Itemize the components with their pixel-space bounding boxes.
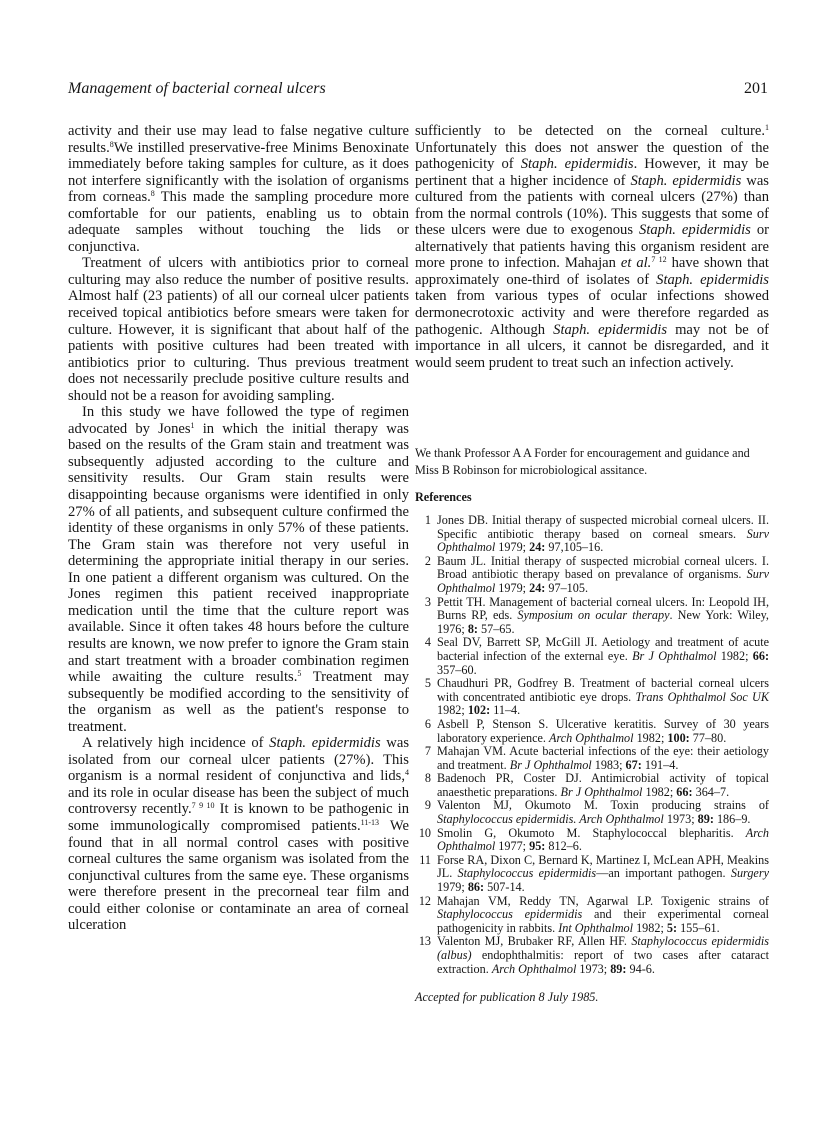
reference-item — [415, 827, 769, 854]
text-run: In this study we have followed the type of regimen advocated by Jones — [68, 404, 409, 437]
text-run: Baum JL. Initial therapy of suspected microbial corneal ulcers. I. Broad antibiotic therapy based on prevalance of organisms. — [437, 553, 769, 582]
italic-run: Arch Ophthalmol — [491, 961, 577, 976]
text-run: 1983; — [591, 757, 626, 772]
italic-run: Staphylococcus epidermidis (albus) — [437, 934, 769, 962]
text-run: Pettit TH. Management of bacterial corneal ulcers. In: Leopold IH, Burns RP, eds. — [437, 594, 769, 623]
text-run: 1982; — [642, 784, 677, 799]
citation-superscript: 5 — [297, 669, 302, 679]
text-run: . New York: Wiley, 1976; — [437, 608, 769, 636]
citation-superscript: 7 9 10 — [191, 801, 215, 811]
italic-run: Staph. epidermidis — [630, 172, 742, 189]
text-run: taken from various types of ocular infections showed dermonecrotoxic activity and were therefore regarded as pathogenic. Although — [415, 288, 769, 338]
text-run: 1973; — [576, 961, 611, 976]
italic-run: Arch Ophthalmol — [437, 825, 769, 854]
reference-number: 3 — [424, 594, 431, 609]
reference-text — [437, 745, 769, 772]
text-run: Chaudhuri PR, Godfrey B. Treatment of bacterial corneal ulcers with concentrated antibiotic eye drops. — [437, 676, 769, 704]
reference-item — [415, 718, 769, 745]
text-run: Mahajan VM, Reddy TN, Agarwal LP. Toxigenic strains of — [437, 893, 769, 908]
reference-number: 7 — [424, 744, 431, 759]
italic-run: Staph. epidermidis — [269, 735, 381, 752]
reference-text — [437, 596, 769, 637]
volume-number: 102: — [467, 703, 491, 718]
reference-text — [437, 895, 769, 936]
text-run: in which the initial therapy was based on the results of the Gram stain and treatment was subsequently adjusted according to the culture and sensitivity results. Our Gram stain results were disappointing because organisms were identified in only 27% of all patients, and subsequent culture confirmed the identity of these organisms in only 57% of these patients. The Gram stain was therefore not very useful in determining the appropriate initial therapy in our series. In one patient a different organism was cultured. On the Jones regimen this patient received inappropriate medication until the time that the culture report was available. Since it often takes 48 hours before the culture results are known, we now prefer to ignore the Gram stain and start treatment with a broader combination regimen while awaiting the culture results. — [68, 420, 409, 686]
text-run: was cultured from the patients with corneal ulcers (27%) than from the normal controls (10%). This suggests that some of these ulcers were due to exogenous — [415, 172, 769, 239]
text-run: Mahajan VM. Acute bacterial infections of the eye: their aetiology and treatment. — [437, 744, 769, 772]
italic-run: Staph. epidermidis — [656, 271, 769, 288]
text-run: have shown that approximately one-third of isolates of — [415, 255, 769, 288]
reference-item — [415, 799, 769, 826]
left-column — [68, 123, 409, 934]
reference-text — [437, 636, 769, 677]
text-run: Forse RA, Dixon C, Bernard K, Martinez I, McLean APH, Meakins JL. — [437, 852, 769, 881]
reference-text — [437, 827, 769, 854]
paragraph — [68, 123, 409, 255]
text-run: 1982; — [633, 920, 667, 935]
reference-number: 12 — [418, 893, 431, 908]
reference-text — [437, 718, 769, 745]
italic-run: Staphylococcus epidermidis. Arch Ophthalmol — [437, 812, 664, 827]
text-run: Valenton MJ, Okumoto M. Toxin producing strains of — [437, 798, 769, 813]
volume-number: 8: — [467, 621, 478, 636]
citation-superscript: 8 — [109, 139, 114, 149]
volume-number: 66: — [752, 648, 770, 663]
italic-run: Int Ophthalmol — [558, 920, 634, 935]
text-run: 1977; — [495, 839, 530, 854]
text-run: and their experimental corneal pathogenicity in rabbits. — [437, 907, 769, 935]
volume-number: 89: — [610, 961, 627, 976]
text-run: Smolin G, Okumoto M. Staphylococcal blepharitis. — [437, 825, 746, 840]
paragraph — [68, 735, 409, 934]
text-run: This made the sampling procedure more comfortable for our patients, enabling us to obtain adequate samples without touching the lids or conjunctiva. — [68, 189, 409, 255]
text-run: We found that in all normal control cases with positive corneal cultures the same organism was isolated from the conjunctival cultures from the same eye. These organisms were therefore present in the precorneal tear film and could either colonise or contaminate an area of corneal ulceration — [68, 817, 410, 934]
reference-item — [415, 677, 769, 718]
citation-superscript: 7 12 — [651, 255, 667, 265]
reference-item — [415, 555, 769, 596]
text-run: 57–65. — [477, 621, 515, 636]
text-run: and its role in ocular disease has been the subject of much controversy recently. — [68, 784, 409, 818]
italic-run: et al. — [620, 255, 652, 272]
text-run: 812–6. — [545, 839, 582, 854]
reference-text — [437, 799, 769, 826]
page-number: 201 — [744, 80, 768, 97]
reference-text — [437, 677, 769, 718]
text-run: endophthalmitis: report of two cases after cataract extraction. — [437, 948, 769, 976]
reference-text — [437, 555, 769, 596]
text-run: We instilled preservative-free Minims Benoxinate immediately before taking samples for culture, as it does not interfere significantly with the isolation of organisms from corneas. — [68, 139, 409, 206]
text-run: 11–4. — [490, 703, 521, 718]
reference-number: 4 — [424, 635, 431, 650]
text-run: —an important pathogen. — [596, 866, 731, 881]
text-run: 191–4. — [641, 757, 679, 772]
reference-text — [437, 854, 769, 895]
italic-run: Surgery — [730, 866, 769, 881]
text-run: 357–60. — [437, 662, 477, 677]
text-run: sufficiently to be detected on the corneal culture. — [415, 123, 765, 139]
reference-text — [437, 935, 769, 976]
reference-number: 5 — [424, 676, 431, 691]
italic-run: Arch Ophthalmol — [549, 730, 634, 745]
text-run: Seal DV, Barrett SP, McGill JI. Aetiology and treatment of acute bacterial infection of the external eye. — [437, 635, 769, 663]
text-run: Badenoch PR, Coster DJ. Antimicrobial activity of topical anaesthetic preparations. — [437, 771, 769, 799]
reference-item — [415, 636, 769, 677]
text-run: 364–7. — [692, 784, 730, 799]
volume-number: 24: — [529, 540, 546, 555]
reference-item — [415, 854, 769, 895]
text-run: 97,105–16. — [545, 540, 604, 555]
acknowledgement: We thank Professor A A Forder for encouragement and guidance and Miss B Robinson for microbiological assitance. — [415, 446, 750, 477]
volume-number: 100: — [667, 730, 690, 745]
reference-number: 6 — [424, 716, 431, 731]
paragraph — [68, 404, 409, 735]
text-run: 94-6. — [626, 961, 655, 976]
text-run: 77–80. — [689, 730, 727, 745]
italic-run: Staph. epidermidis — [639, 222, 751, 239]
reference-number: 9 — [424, 798, 431, 813]
text-run: Valenton MJ, Brubaker RF, Allen HF. — [437, 934, 632, 949]
citation-superscript: 4 — [405, 768, 409, 778]
reference-number: 1 — [424, 513, 431, 527]
volume-number: 89: — [697, 812, 714, 827]
italic-run: Surv Ophthalmol — [437, 567, 769, 595]
reference-number: 8 — [424, 771, 431, 786]
text-run: 1982; — [633, 730, 668, 745]
volume-number: 66: — [676, 784, 693, 799]
text-run: Treatment of ulcers with antibiotics prior to corneal culturing may also reduce the number of positive results. Almost half (23 patients) of all our corneal ulcer patients received topical antibiotics before smears were taken for culture. However, it is significant that about half of the patients with positive cultures had been treated with antibiotics prior to culturing. Thus previous treatment does not necessarily preclude positive culture results and should not be a reason for avoiding sampling. — [68, 255, 409, 404]
reference-item — [415, 895, 769, 936]
italic-run: Staphylococcus epidermidis — [437, 907, 583, 922]
text-run: 1973; — [663, 812, 698, 827]
italic-run: Staph. epidermidis — [520, 156, 634, 173]
italic-run: Symposium on ocular therapy — [517, 608, 670, 623]
references-heading: References — [415, 490, 472, 504]
text-run: Asbell P, Stenson S. Ulcerative keratitis. Survey of 30 years laboratory experience. — [437, 716, 769, 745]
text-run: 507-14. — [484, 880, 525, 895]
volume-number: 95: — [529, 839, 546, 854]
italic-run: Surv Ophthalmol — [437, 526, 769, 555]
text-run: 97–105. — [545, 580, 588, 595]
citation-superscript: 8 — [150, 189, 155, 199]
references-list — [415, 514, 769, 976]
reference-text — [437, 772, 769, 799]
text-run: or alternatively that patients having this organism resident are more prone to infection. Mahajan — [415, 222, 770, 272]
text-run: Treatment may subsequently be modified according to the sensitivity of the organism as well as the patient's response to treatment. — [68, 669, 409, 735]
text-run: 155–61. — [677, 920, 720, 935]
text-run: 1979; — [495, 580, 530, 595]
citation-superscript: 1 — [190, 420, 195, 430]
text-run: activity and their use may lead to false negative culture results. — [68, 123, 409, 156]
citation-superscript: 11-13 — [360, 817, 379, 827]
text-run: 186–9. — [713, 812, 751, 827]
volume-number: 86: — [467, 880, 485, 895]
text-run: 1979; — [495, 540, 530, 555]
italic-run: Staphylococcus epidermidis — [457, 866, 597, 881]
reference-text — [437, 514, 769, 555]
text-run: 1979; — [437, 880, 468, 895]
text-run: It is known to be pathogenic in some immunologically compromised patients. — [68, 801, 409, 834]
paragraph — [68, 255, 409, 404]
paragraph — [415, 123, 769, 371]
right-column — [415, 123, 769, 371]
italic-run: Br J Ophthalmol — [509, 757, 592, 772]
text-run: 1982; — [716, 648, 753, 663]
text-run: 1982; — [437, 703, 468, 718]
reference-number: 2 — [424, 553, 431, 568]
reference-number: 11 — [419, 852, 431, 867]
reference-item — [415, 745, 769, 772]
volume-number: 5: — [666, 920, 678, 935]
text-run: . However, it may be pertinent that a higher incidence of — [415, 156, 769, 189]
italic-run: Trans Ophthalmol Soc UK — [635, 689, 769, 704]
reference-item — [415, 596, 769, 637]
italic-run: Staph. epidermidis — [553, 321, 668, 338]
text-run: was isolated from our corneal ulcer patients (27%). This organism is a normal resident of conjunctiva and lids, — [68, 735, 409, 785]
reference-item — [415, 935, 769, 976]
text-run: Jones DB. Initial therapy of suspected microbial corneal ulcers. II. Specific antibiotic therapy based on corneal smears. — [437, 513, 769, 541]
text-run: may not be of importance in all ulcers, it cannot be disregarded, and it would seem prudent to treat such an infection actively. — [415, 321, 769, 371]
citation-superscript: 1 — [765, 123, 769, 132]
volume-number: 24: — [529, 580, 546, 595]
reference-item — [415, 772, 769, 799]
reference-number: 13 — [418, 934, 431, 949]
italic-run: Br J Ophthalmol — [560, 784, 643, 799]
text-run: Unfortunately this does not answer the question of the pathogenicity of — [415, 139, 769, 173]
running-title: Management of bacterial corneal ulcers — [68, 80, 326, 97]
volume-number: 67: — [625, 757, 642, 772]
reference-number: 10 — [418, 825, 431, 840]
italic-run: Br J Ophthalmol — [632, 648, 717, 663]
text-run: A relatively high incidence of — [82, 735, 270, 752]
accepted-note: Accepted for publication 8 July 1985. — [415, 990, 599, 1004]
reference-item — [415, 514, 769, 555]
